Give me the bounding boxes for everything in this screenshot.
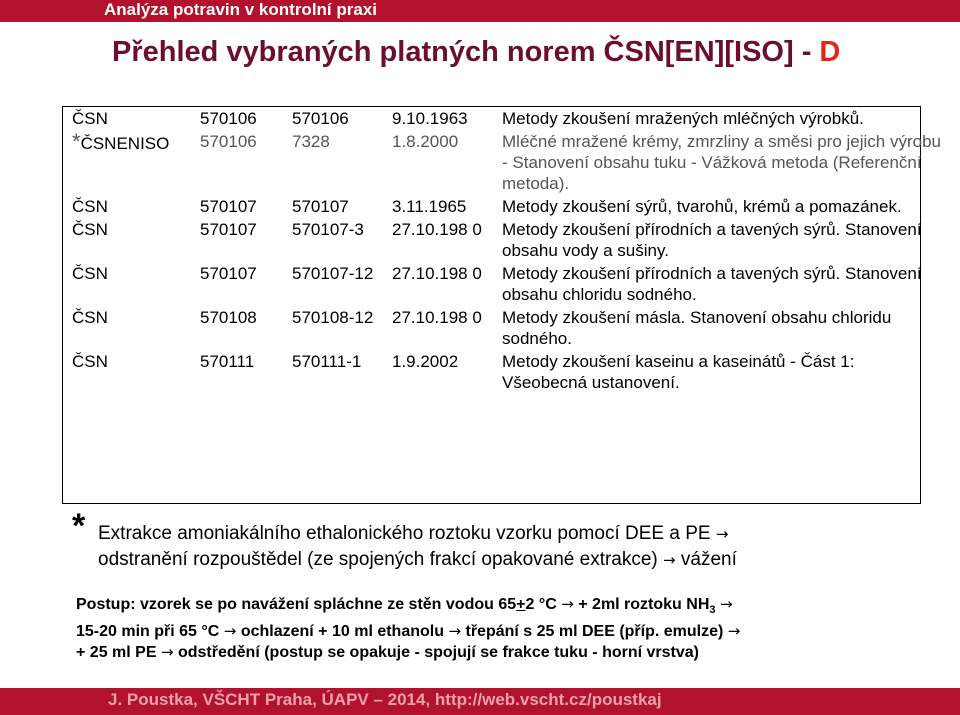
procedure-line-2: 15-20 min při 65 °C → ochlazení + 10 ml ethanolu → třepání s 25 ml DEE (příp. emulze) →: [76, 622, 741, 641]
arrow-icon: →: [715, 525, 729, 543]
norm-date: 27.10.198 0: [392, 220, 482, 239]
arrow-icon: →: [727, 622, 741, 641]
arrow-icon: →: [223, 622, 237, 641]
norm-row: [62, 261, 942, 305]
arrow-icon: →: [160, 643, 174, 662]
norm-description: Metody zkoušení sýrů, tvarohů, krémů a pomazánek.: [502, 197, 902, 216]
norm-row: [62, 194, 942, 217]
norm-number: 570107-3: [292, 220, 364, 239]
norm-number: 7328: [292, 132, 330, 151]
procedure-line-1: Postup: vzorek se po navážení spláchne ze stěn vodou 65+2 °C → + 2ml roztoku $NH_3$ →: [76, 595, 733, 617]
page-title: [112, 36, 840, 69]
norm-row: [62, 305, 942, 349]
footer-text: J. Poustka, VŠCHT Praha, ÚAPV – 2014, http://web.vscht.cz/poustkaj: [108, 690, 662, 709]
norms-table: [62, 106, 942, 393]
norm-date: 3.11.1965: [392, 197, 467, 216]
norm-prefix: ČSN: [72, 109, 108, 128]
norm-description: Metody zkoušení přírodních a tavených sýrů. Stanovení obsahu chloridu sodného.: [502, 264, 922, 304]
norm-description: Metody zkoušení kaseinu a kaseinátů - Část 1: Všeobecná ustanovení.: [502, 352, 855, 392]
note-line-2: odstranění rozpouštědel (ze spojených frakcí opakované extrakce) → vážení: [98, 549, 737, 570]
header-band: [0, 0, 960, 22]
norm-number: 570107: [292, 197, 349, 216]
course-title: Analýza potravin v kontrolní praxi: [104, 0, 378, 19]
norm-class-code: 570107: [200, 220, 257, 239]
procedure-line-3: + 25 ml PE → odstředění (postup se opakuje - spojují se frakce tuku - horní vrstva): [76, 643, 699, 662]
norm-description: Mléčné mražené krémy, zmrzliny a směsi pro jejich výrobu - Stanovení obsahu tuku - Vážková metoda (Referenční metoda).: [502, 132, 941, 193]
arrow-icon: →: [663, 551, 676, 569]
title-letter: D: [819, 36, 841, 68]
norm-row: [62, 349, 942, 393]
norm-date: 9.10.1963: [392, 109, 468, 128]
footnote-star: *: [72, 129, 81, 154]
footer-band: [0, 688, 960, 715]
norm-number: 570108-12: [292, 308, 374, 327]
norm-description: Metody zkoušení mražených mléčných výrobků.: [502, 109, 864, 128]
norm-class-code: 570108: [200, 308, 257, 327]
norm-prefix: ČSN: [72, 264, 108, 283]
norm-row: [62, 217, 942, 261]
norm-date: 1.9.2002: [392, 352, 459, 371]
procedure-text: [76, 594, 740, 663]
footnote-star: *: [72, 507, 86, 545]
norm-prefix: ČSN: [72, 352, 108, 371]
norm-description: Metody zkoušení přírodních a tavených sýrů. Stanovení obsahu vody a sušiny.: [502, 220, 922, 260]
arrow-icon: →: [719, 595, 733, 613]
note-line-1: Extrakce amoniakálního ethalonického roztoku vzorku pomocí DEE a PE →: [98, 523, 729, 544]
norm-number: 570107-12: [292, 264, 374, 283]
norm-row: [62, 106, 942, 129]
arrow-icon: →: [561, 595, 574, 613]
norm-class-code: 570107: [200, 197, 257, 216]
norm-prefix: *ČSNENISO: [72, 129, 170, 154]
norm-prefix: ČSN: [72, 308, 108, 327]
norm-date: 27.10.198 0: [392, 308, 482, 327]
norm-prefix: ČSN: [72, 220, 108, 239]
norm-prefix: ČSN: [72, 197, 108, 216]
norm-number: 570111-1: [292, 352, 362, 371]
norm-class-code: 570111: [200, 352, 255, 371]
norm-class-code: 570107: [200, 264, 257, 283]
norm-description: Metody zkoušení másla. Stanovení obsahu chloridu sodného.: [502, 308, 892, 348]
norm-class-code: 570106: [200, 132, 257, 151]
norm-date: 1.8.2000: [392, 132, 459, 151]
norm-date: 27.10.198 0: [392, 264, 482, 283]
norm-number: 570106: [292, 109, 349, 128]
norm-row: [62, 129, 942, 194]
arrow-icon: →: [448, 622, 462, 641]
title-main: Přehled vybraných platných norem ČSN[EN][ISO] -: [112, 36, 812, 68]
norm-class-code: 570106: [200, 109, 257, 128]
